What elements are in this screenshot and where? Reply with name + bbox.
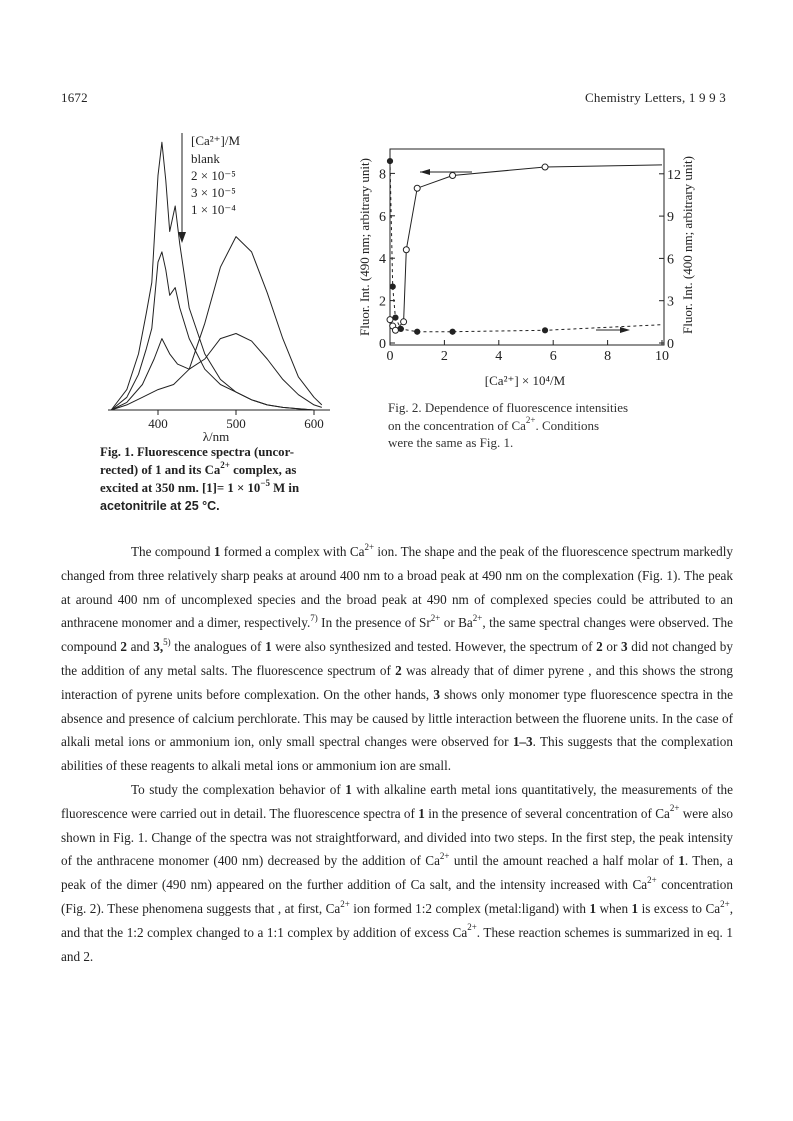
f2-point-400-0	[387, 159, 392, 164]
f1-tick-label-600: 600	[304, 416, 324, 431]
f2-arrow-left-head	[420, 169, 430, 175]
f1-legend-item-3e-5: 3 × 10⁻⁵	[191, 185, 236, 200]
f2-plot-frame	[390, 149, 664, 345]
f2-xtick-label-0: 0	[386, 349, 394, 364]
f2-xtick-label-2: 2	[440, 349, 448, 364]
f2-xtick-label-8: 8	[604, 349, 612, 364]
f2-y2tick-label-9: 9	[667, 210, 674, 226]
f2-y2tick-label-3: 3	[667, 294, 674, 310]
f2-point-400-1	[390, 284, 395, 289]
paragraph-2: To study the complexation behavior of 1 with alkaline earth metal ions quantitatively, the measurements of the fluorescence were carried out in detail. The fluorescence spectra of 1 in the presence of several concentration of $Ca^{2+}$ were also shown in Fig. 1. Change of the spectra was not straightforward, and divided into two steps. In the first step, the peak intensity of the anthracene monomer (400 nm) decreased by the addition of $Ca^{2+}$ until the amount reached a half molar of 1. Then, a peak of the dimer (490 nm) appeared on the further addition of Ca salt, and the intensity increased with $Ca^{2+}$ concentration (Fig. 2). These phenomena suggests that , at first, $Ca^{2+}$ ion formed 1:2 complex (metal:ligand) with 1 when 1 is excess to $Ca^{2+}$, and that the 1:2 complex changed to a 1:1 complex by addition of excess $Ca^{2+}$. These reaction schemes is summarized in eq. 1 and 2.	[61, 781, 733, 964]
f2-point-490-3	[401, 319, 407, 325]
f1-tick-label-500: 500	[226, 416, 246, 431]
f2-point-490-7	[542, 164, 548, 170]
f2-point-400-4	[415, 329, 420, 334]
f2-curve-490	[390, 165, 662, 330]
f2-xtick-label-4: 4	[495, 349, 503, 364]
f2-point-490-2	[392, 327, 398, 333]
f1-x-axis-label: λ/nm	[202, 429, 230, 444]
f2-point-400-2	[393, 315, 398, 320]
f1-legend-item-1e-4: 1 × 10⁻⁴	[191, 202, 236, 217]
f2-y2tick-label-12: 12	[667, 167, 681, 183]
f2-points	[387, 159, 548, 335]
f2-xtick-label-6: 6	[549, 349, 557, 364]
journal-header: Chemistry Letters, 1 9 9 3	[585, 90, 726, 105]
f2-point-400-5	[450, 329, 455, 334]
f2-right-axis-label: Fluor. Int. (400 nm; arbitrary unit)	[680, 155, 695, 335]
f1-legend-item-blank: blank	[191, 151, 220, 166]
f2-x-axis-label: [Ca²⁺] × 10⁴/M	[484, 373, 566, 388]
f2-ytick-label-2: 2	[379, 294, 386, 310]
figure-1-caption: Fig. 1. Fluorescence spectra (uncor- rected) of 1 and its $Ca^{2+}$ complex, as excited at 350 nm. $[1]= 1 \times 10^{-5}$ M in acetonitrile at 25 °C.	[100, 445, 300, 513]
f2-arrow-right-head	[620, 327, 630, 333]
figure-2-caption: Fig. 2. Dependence of fluorescence intensities on the concentration of $Ca^{2+}$. Conditions were the same as Fig. 1.	[388, 400, 629, 450]
f2-curves	[390, 161, 662, 332]
f1-legend-title: [Ca²⁺]/M	[191, 133, 241, 148]
page-number: 1672	[61, 90, 88, 105]
f2-y2tick-label-0: 0	[667, 337, 674, 352]
f2-curve-400	[390, 161, 662, 332]
f1-tick-label-400: 400	[148, 416, 168, 431]
f2-point-490-6	[450, 173, 456, 179]
f1-legend-item-2e-5: 2 × 10⁻⁵	[191, 168, 236, 183]
f2-ytick-label-0: 0	[379, 337, 386, 352]
f2-point-400-3	[398, 326, 403, 331]
f2-left-axis-label: Fluor. Int. (490 nm; arbitrary unit)	[357, 157, 372, 337]
f2-point-490-4	[403, 247, 409, 253]
f2-ticks	[379, 167, 681, 364]
f2-ytick-label-6: 6	[379, 209, 386, 225]
f2-point-490-5	[414, 185, 420, 191]
paragraph-1: The compound 1 formed a complex with $Ca^{2+}$ ion. The shape and the peak of the fluorescence spectrum markedly changed from three relatively sharp peaks at around 400 nm to a broad peak at 490 nm on the complexation (Fig. 1). The peak at around 400 nm of uncomplexed species and the broad peak at 490 nm of complexed species could be attributed to an anthracene monomer and a dimer, respectively.$^{7)}$ In the presence of $Sr^{2+}$ or $Ba^{2+}$, the same spectral changes were observed. The compound 2 and 3,$^{5)}$ the analogues of 1 were also synthesized and tested. However, the spectrum of 2 or 3 did not changed by the addition of any metal salts. The fluorescence spectrum of 2 was already that of dimer pyrene , and this shows the strong interaction of pyrene units before complexation. On the other hands, 3 shows only monomer type fluorescence spectra in the absence and presence of calcium perchlorate. This may be caused by little interaction between the fluorene units. In the case of alkali metal ions or ammonium ion, only small spectral changes were observed for 1–3. This suggests that the complexation abilities of these reagents to alkali metal ions or ammonium ion are small.	[61, 541, 733, 774]
f2-y2tick-label-6: 6	[667, 252, 674, 268]
body-text	[61, 540, 733, 968]
f2-point-400-6	[542, 328, 547, 333]
f2-ytick-label-4: 4	[379, 252, 386, 268]
f2-point-490-0	[387, 317, 393, 323]
f2-ytick-label-8: 8	[379, 167, 386, 183]
f2-xtick-label-10: 10	[655, 349, 669, 364]
